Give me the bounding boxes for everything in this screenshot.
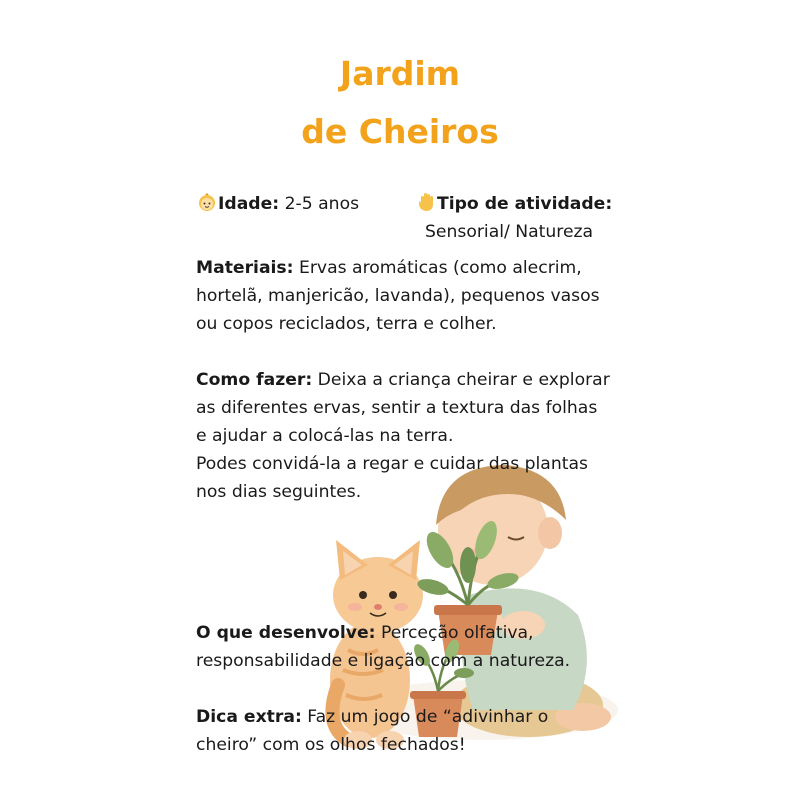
activity-row [418, 190, 612, 218]
materials-line-3: ou copos reciclados, terra e colher. [196, 314, 497, 334]
develops-line-1: O que desenvolve: Perceção olfativa, [196, 623, 534, 643]
materials-label: Materiais: [196, 258, 294, 278]
baby-face-icon [197, 192, 217, 212]
materials-line-1: Materiais: Ervas aromáticas (como alecrim, [196, 258, 582, 278]
how-to-line-5: nos dias seguintes. [196, 482, 362, 502]
how-to-line-3: e ajudar a colocá-las na terra. [196, 426, 454, 446]
how-to-label: Como fazer: [196, 370, 313, 390]
develops-line-2: responsabilidade e ligação com a natureza. [196, 651, 571, 671]
age-row [197, 190, 359, 218]
title-line-1: Jardim [339, 54, 461, 93]
tip-label: Dica extra: [196, 707, 302, 727]
title-line-2: de Cheiros [301, 112, 499, 151]
how-to-line-2: as diferentes ervas, sentir a textura das folhas [196, 398, 598, 418]
materials-line-2: hortelã, manjericão, lavanda), pequenos vasos [196, 286, 600, 306]
age-label: Idade: [218, 194, 280, 214]
raised-hand-icon [418, 192, 436, 212]
how-to-line-1: Como fazer: Deixa a criança cheirar e explorar [196, 370, 610, 390]
activity-value: Sensorial/ Natureza [425, 222, 594, 242]
activity-label: Tipo de atividade: [437, 194, 613, 214]
age-value: 2-5 anos [279, 194, 360, 214]
develops-label: O que desenvolve: [196, 623, 376, 643]
how-to-line-4: Podes convidá-la a regar e cuidar das plantas [196, 454, 588, 474]
tip-line-2: cheiro” com os olhos fechados! [196, 735, 466, 755]
tip-line-1: Dica extra: Faz um jogo de “adivinhar o [196, 707, 549, 727]
